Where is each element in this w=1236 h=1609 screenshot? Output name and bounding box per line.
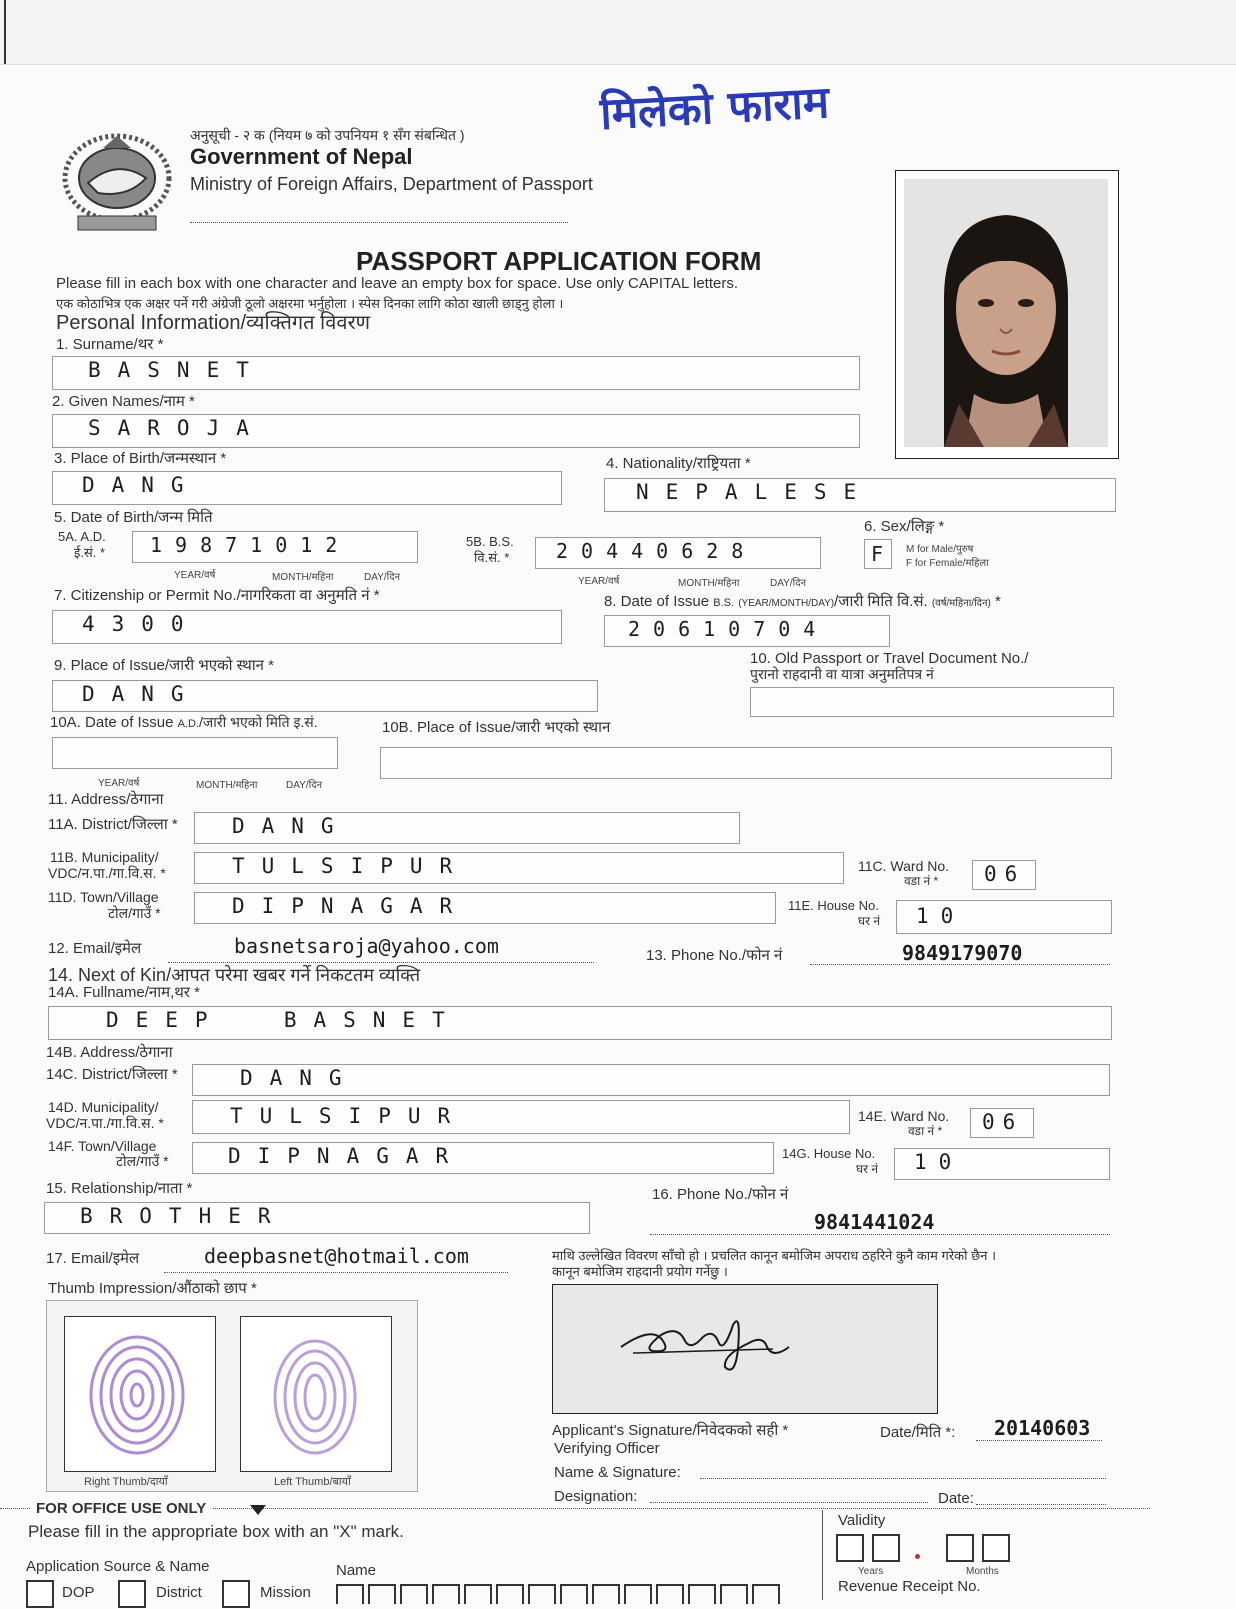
form-title: PASSPORT APPLICATION FORM xyxy=(356,246,762,276)
officer-date-label: Date: xyxy=(938,1490,974,1507)
kin-municipality-label2: VDC/न.पा./गा.वि.स. * xyxy=(46,1115,164,1131)
pob-label: 3. Place of Birth/जन्मस्थान * xyxy=(54,450,227,467)
poi-b-label: 10B. Place of Issue/जारी भएको स्थान xyxy=(382,719,611,736)
signature-drawing xyxy=(553,1285,937,1413)
municipality-label2: VDC/न.पा./गा.वि.स. * xyxy=(48,865,166,881)
kin-ward-value: 06 xyxy=(982,1110,1024,1134)
citizenship-value: 4300 xyxy=(82,612,201,636)
doi-ad-month: MONTH/महिना xyxy=(196,780,258,791)
district-checkbox[interactable] xyxy=(118,1580,146,1608)
email-label: 12. Email/इमेल xyxy=(48,940,142,957)
scan-edge xyxy=(0,0,1236,65)
date-label: Date/मिति *: xyxy=(880,1424,956,1441)
years-label: Years xyxy=(858,1566,884,1577)
dob-bs-year: YEAR/वर्ष xyxy=(578,576,620,587)
kin-phone-value[interactable]: 9841441024 xyxy=(814,1210,935,1234)
ward-label1: 11C. Ward No. xyxy=(858,858,950,874)
right-thumb-print xyxy=(65,1317,215,1471)
ward-value: 06 xyxy=(984,862,1026,886)
scan-corner-line xyxy=(4,0,6,64)
signature-label: Applicant's Signature/निवेदकको सही * xyxy=(552,1422,789,1439)
validity-dot xyxy=(915,1554,920,1559)
kin-phone-label: 16. Phone No./फोन नं xyxy=(652,1186,789,1203)
district-label: 11A. District/जिल्ला * xyxy=(48,816,178,833)
doi-ad-label-main: 10A. Date of Issue xyxy=(50,714,174,731)
address-label: 11. Address/ठेगाना xyxy=(48,791,164,808)
left-thumb-print xyxy=(241,1317,391,1471)
schedule-line: अनुसूची - २ क (नियम ७ को उपनियम १ सँग संबन्धित ) xyxy=(190,127,465,143)
sex-m-note: M for Male/पुरुष xyxy=(906,544,974,555)
kin-district-label: 14C. District/जिल्ला * xyxy=(46,1066,178,1083)
officer-name-line xyxy=(700,1478,1106,1479)
dob-label: 5. Date of Birth/जन्म मिति xyxy=(54,509,213,526)
poi-label: 9. Place of Issue/जारी भएको स्थान * xyxy=(54,657,275,674)
dob-bs-day: DAY/दिन xyxy=(770,578,807,589)
kin-town-label2: टोल/गाउँ * xyxy=(116,1153,169,1169)
kin-name-label: 14A. Fullname/नाम,थर * xyxy=(48,984,200,1001)
office-instruction: Please fill in the appropriate box with an "X" mark. xyxy=(28,1522,404,1541)
kin-email-label: 17. Email/इमेल xyxy=(46,1250,140,1267)
doi-label-np: /जारी मिति वि.सं. xyxy=(834,593,928,610)
doi-label-bs: B.S. xyxy=(713,597,735,609)
ministry-title: Ministry of Foreign Affairs, Department of Passport xyxy=(190,174,593,194)
doi-label-fmt: (YEAR/MONTH/DAY) xyxy=(738,598,835,609)
kin-municipality-label1: 14D. Municipality/ xyxy=(48,1099,159,1115)
dob-ad-label1: 5A. A.D. xyxy=(58,529,106,544)
doi-ad-field[interactable] xyxy=(52,737,338,769)
ward-label2: वडा नं * xyxy=(904,874,939,888)
phone-value[interactable]: 9849179070 xyxy=(902,941,1023,965)
dob-ad-month: MONTH/महिना xyxy=(272,572,334,583)
nationality-label: 4. Nationality/राष्ट्रियता * xyxy=(606,455,751,472)
poi-value: DANG xyxy=(82,682,201,706)
officer-title: Verifying Officer xyxy=(554,1440,660,1457)
office-vertical-divider xyxy=(822,1510,823,1600)
instruction-en: Please fill in each box with one character and leave an empty box for space. Use only CAPITAL letters. xyxy=(56,275,739,292)
municipality-value: TULSIPUR xyxy=(232,854,470,878)
kin-town-label1: 14F. Town/Village xyxy=(48,1138,157,1154)
doi-label-main: 8. Date of Issue xyxy=(604,593,710,610)
mission-checkbox[interactable] xyxy=(222,1580,250,1608)
right-thumb-box xyxy=(64,1316,216,1472)
applicant-photo xyxy=(895,170,1119,459)
instruction-np: एक कोठाभित्र एक अक्षर पर्ने गरी अंग्रेजी ठूलो अक्षरमा भर्नुहोला । स्पेस दिनका लागि कोठा खाली छाड्नु होला । xyxy=(56,296,564,311)
kin-house-label2: घर नं xyxy=(856,1162,878,1176)
officer-designation-line xyxy=(650,1502,928,1503)
gov-title: Government of Nepal xyxy=(190,144,413,169)
email-value[interactable]: basnetsaroja@yahoo.com xyxy=(234,934,499,958)
header-divider xyxy=(190,222,568,223)
house-label2: घर नं xyxy=(858,914,880,928)
nepal-emblem xyxy=(58,128,176,236)
kin-town-value: DIPNAGAR xyxy=(228,1144,466,1168)
kin-municipality-value: TULSIPUR xyxy=(230,1104,468,1128)
date-line xyxy=(976,1440,1102,1441)
source-label: Application Source & Name xyxy=(26,1558,210,1575)
doi-value: 20610704 xyxy=(628,617,829,641)
district-value: DANG xyxy=(232,814,351,838)
kin-ward-label2: वडा नं * xyxy=(908,1124,943,1138)
dob-bs-value: 20440628 xyxy=(556,539,757,563)
town-label1: 11D. Town/Village xyxy=(48,889,159,905)
poi-b-field[interactable] xyxy=(380,747,1112,779)
kin-name-value: DEEP BASNET xyxy=(106,1008,462,1032)
kin-district-value: DANG xyxy=(240,1066,359,1090)
name-boxes[interactable] xyxy=(336,1584,796,1604)
surname-value: BASNET xyxy=(88,358,266,382)
doi-label xyxy=(604,591,1001,611)
doi-ad-label-ad: A.D. xyxy=(177,718,199,730)
dob-bs-label1: 5B. B.S. xyxy=(466,534,514,549)
validity-label: Validity xyxy=(838,1512,886,1529)
thumb-label: Thumb Impression/औंठाको छाप * xyxy=(48,1280,257,1297)
officer-designation-label: Designation: xyxy=(554,1488,638,1505)
relationship-label: 15. Relationship/नाता * xyxy=(46,1180,193,1197)
validity-years-box2[interactable] xyxy=(872,1534,900,1562)
kin-label: 14. Next of Kin/आपत परेमा खबर गर्ने निकटतम व्यक्ति xyxy=(48,965,421,985)
kin-email-line xyxy=(164,1272,508,1273)
kin-ward-label1: 14E. Ward No. xyxy=(858,1108,950,1124)
pob-value: DANG xyxy=(82,473,201,497)
kin-phone-line xyxy=(650,1234,1110,1235)
dob-ad-value: 19871012 xyxy=(150,533,351,557)
validity-months-box1[interactable] xyxy=(946,1534,974,1562)
officer-date-line xyxy=(976,1504,1106,1505)
phone-label: 13. Phone No./फोन नं xyxy=(646,947,783,964)
kin-house-value: 10 xyxy=(914,1150,964,1174)
nationality-value: NEPALESE xyxy=(636,480,874,504)
handwritten-note: मिलेको फाराम xyxy=(598,77,831,140)
doi-ad-day: DAY/दिन xyxy=(286,780,323,791)
district-cb-label: District xyxy=(156,1584,202,1601)
sex-f-note: F for Female/महिला xyxy=(906,558,989,569)
date-value[interactable]: 20140603 xyxy=(994,1416,1091,1440)
signature-box[interactable] xyxy=(552,1284,938,1414)
doi-label-star: * xyxy=(995,593,1001,610)
officer-name-label: Name & Signature: xyxy=(554,1464,681,1481)
given-label: 2. Given Names/नाम * xyxy=(52,393,195,410)
kin-address-label: 14B. Address/ठेगाना xyxy=(46,1044,173,1061)
left-thumb-box xyxy=(240,1316,392,1472)
kin-house-label1: 14G. House No. xyxy=(782,1146,876,1161)
section-title: Personal Information/व्यक्तिगत विवरण xyxy=(56,312,371,334)
relationship-value: BROTHER xyxy=(80,1204,288,1228)
sex-label: 6. Sex/लिङ्ग * xyxy=(864,518,945,535)
citizenship-label: 7. Citizenship or Permit No./नागरिकता वा अनुमति नं * xyxy=(54,587,380,604)
validity-years-box1[interactable] xyxy=(836,1534,864,1562)
phone-line xyxy=(810,964,1110,965)
office-arrow-icon xyxy=(250,1505,266,1515)
town-value: DIPNAGAR xyxy=(232,894,470,918)
months-label: Months xyxy=(966,1566,999,1577)
doi-ad-year: YEAR/वर्ष xyxy=(98,778,140,789)
revenue-label: Revenue Receipt No. xyxy=(838,1578,981,1595)
doi-ad-label-np: /जारी भएको मिति इ.सं. xyxy=(198,714,318,730)
municipality-label1: 11B. Municipality/ xyxy=(50,849,159,865)
given-value: SAROJA xyxy=(88,416,266,440)
declaration-line2: कानून बमोजिम राहदानी प्रयोग गर्नेछु । xyxy=(552,1264,728,1279)
house-value: 10 xyxy=(916,904,966,928)
old-passport-label1: 10. Old Passport or Travel Document No./ xyxy=(750,650,1029,667)
dop-label: DOP xyxy=(62,1584,95,1601)
dop-checkbox[interactable] xyxy=(26,1580,54,1608)
dob-ad-year: YEAR/वर्ष xyxy=(174,570,216,581)
town-label2: टोल/गाउँ * xyxy=(108,905,161,921)
old-passport-field[interactable] xyxy=(750,687,1114,717)
dob-ad-day: DAY/दिन xyxy=(364,572,401,583)
old-passport-label2: पुरानो राहदानी वा यात्रा अनुमतिपत्र नं xyxy=(750,666,934,682)
declaration-line1: माथि उल्लेखित विवरण साँचो हो । प्रचलित कानून बमोजिम अपराध ठहरिने कुनै काम गरेको छैन । xyxy=(552,1248,997,1263)
name-label: Name xyxy=(336,1562,377,1579)
mission-label: Mission xyxy=(260,1584,311,1601)
dob-ad-label2: ई.सं. * xyxy=(74,545,106,560)
house-label1: 11E. House No. xyxy=(788,898,879,913)
dob-bs-label2: वि.सं. * xyxy=(474,550,510,565)
left-thumb-label: Left Thumb/बायाँ xyxy=(274,1476,351,1488)
doi-ad-label xyxy=(50,713,318,732)
surname-label: 1. Surname/थर * xyxy=(56,336,164,353)
sex-value: F xyxy=(871,542,884,566)
dob-bs-month: MONTH/महिना xyxy=(678,578,740,589)
validity-months-box2[interactable] xyxy=(982,1534,1010,1562)
office-title: FOR OFFICE USE ONLY xyxy=(30,1500,212,1517)
kin-email-value[interactable]: deepbasnet@hotmail.com xyxy=(204,1244,469,1268)
right-thumb-label: Right Thumb/दायाँ xyxy=(84,1476,168,1488)
doi-label-fmt-np: (वर्ष/महिना/दिन) xyxy=(931,598,991,609)
